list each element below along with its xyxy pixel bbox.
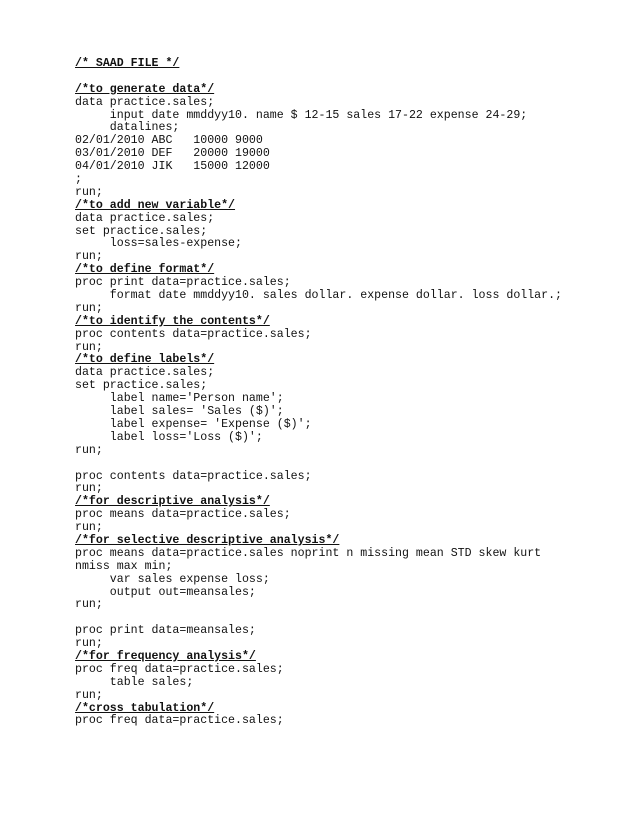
code-line: var sales expense loss; <box>75 572 270 586</box>
code-line: run; <box>75 482 103 496</box>
code-line: label name='Person name'; <box>75 392 284 406</box>
code-line: proc freq data=practice.sales; <box>75 714 284 728</box>
section-comment-heading: /*to generate data*/ <box>75 82 215 96</box>
code-line: 03/01/2010 DEF 20000 19000 <box>75 147 270 161</box>
code-line: run; <box>75 250 103 264</box>
code-line: proc print data=meansales; <box>75 624 256 638</box>
code-line: loss=sales-expense; <box>75 237 242 251</box>
code-line: run; <box>75 185 103 199</box>
section-comment-heading: /*to define format*/ <box>75 263 215 277</box>
section-comment-heading: /*for descriptive analysis*/ <box>75 495 270 509</box>
code-line: run; <box>75 443 103 457</box>
section-comment-heading: /*for frequency analysis*/ <box>75 649 256 663</box>
code-line: output out=meansales; <box>75 585 256 599</box>
code-line: run; <box>75 688 103 702</box>
code-line: label sales= 'Sales ($)'; <box>75 405 284 419</box>
document-title: /* SAAD FILE */ <box>75 57 180 70</box>
section-comment-heading: /*for selective descriptive analysis*/ <box>75 533 340 547</box>
code-line: set practice.sales; <box>75 224 208 238</box>
code-line: input date mmddyy10. name $ 12-15 sales 17-22 expense 24-29; <box>75 108 528 122</box>
code-line: run; <box>75 301 103 315</box>
code-line: label expense= 'Expense ($)'; <box>75 417 312 431</box>
code-line: set practice.sales; <box>75 379 208 393</box>
section-comment-heading: /*to identify the contents*/ <box>75 314 270 328</box>
code-line: run; <box>75 637 103 651</box>
code-line: ; <box>75 173 82 187</box>
code-line: data practice.sales; <box>75 95 215 109</box>
blank-line <box>75 458 615 471</box>
code-line: proc print data=practice.sales; <box>75 276 291 290</box>
code-line: run; <box>75 598 103 612</box>
code-line: nmiss max min; <box>75 559 173 573</box>
code-line: proc freq data=practice.sales; <box>75 662 284 676</box>
code-line: 04/01/2010 JIK 15000 12000 <box>75 160 270 174</box>
code-line: table sales; <box>75 675 194 689</box>
section-comment-heading: /*to add new variable*/ <box>75 198 236 212</box>
code-line: label loss='Loss ($)'; <box>75 430 263 444</box>
code-line: data practice.sales; <box>75 211 215 225</box>
code-line: datalines; <box>75 121 180 135</box>
section-comment-heading: /*to define labels*/ <box>75 353 215 367</box>
code-line: format date mmddyy10. sales dollar. expense dollar. loss dollar.; <box>75 289 563 303</box>
code-line: 02/01/2010 ABC 10000 9000 <box>75 134 263 148</box>
code-line: proc contents data=practice.sales; <box>75 327 312 341</box>
blank-line <box>75 71 615 84</box>
section-comment-heading: /*cross tabulation*/ <box>75 701 215 715</box>
code-line: run; <box>75 340 103 354</box>
code-line: proc contents data=practice.sales; <box>75 469 312 483</box>
code-line: data practice.sales; <box>75 366 215 380</box>
code-line: run; <box>75 521 103 535</box>
code-line: proc means data=practice.sales; <box>75 508 291 522</box>
code-line: proc means data=practice.sales noprint n missing mean STD skew kurt <box>75 546 542 560</box>
sas-code-block <box>75 58 615 728</box>
